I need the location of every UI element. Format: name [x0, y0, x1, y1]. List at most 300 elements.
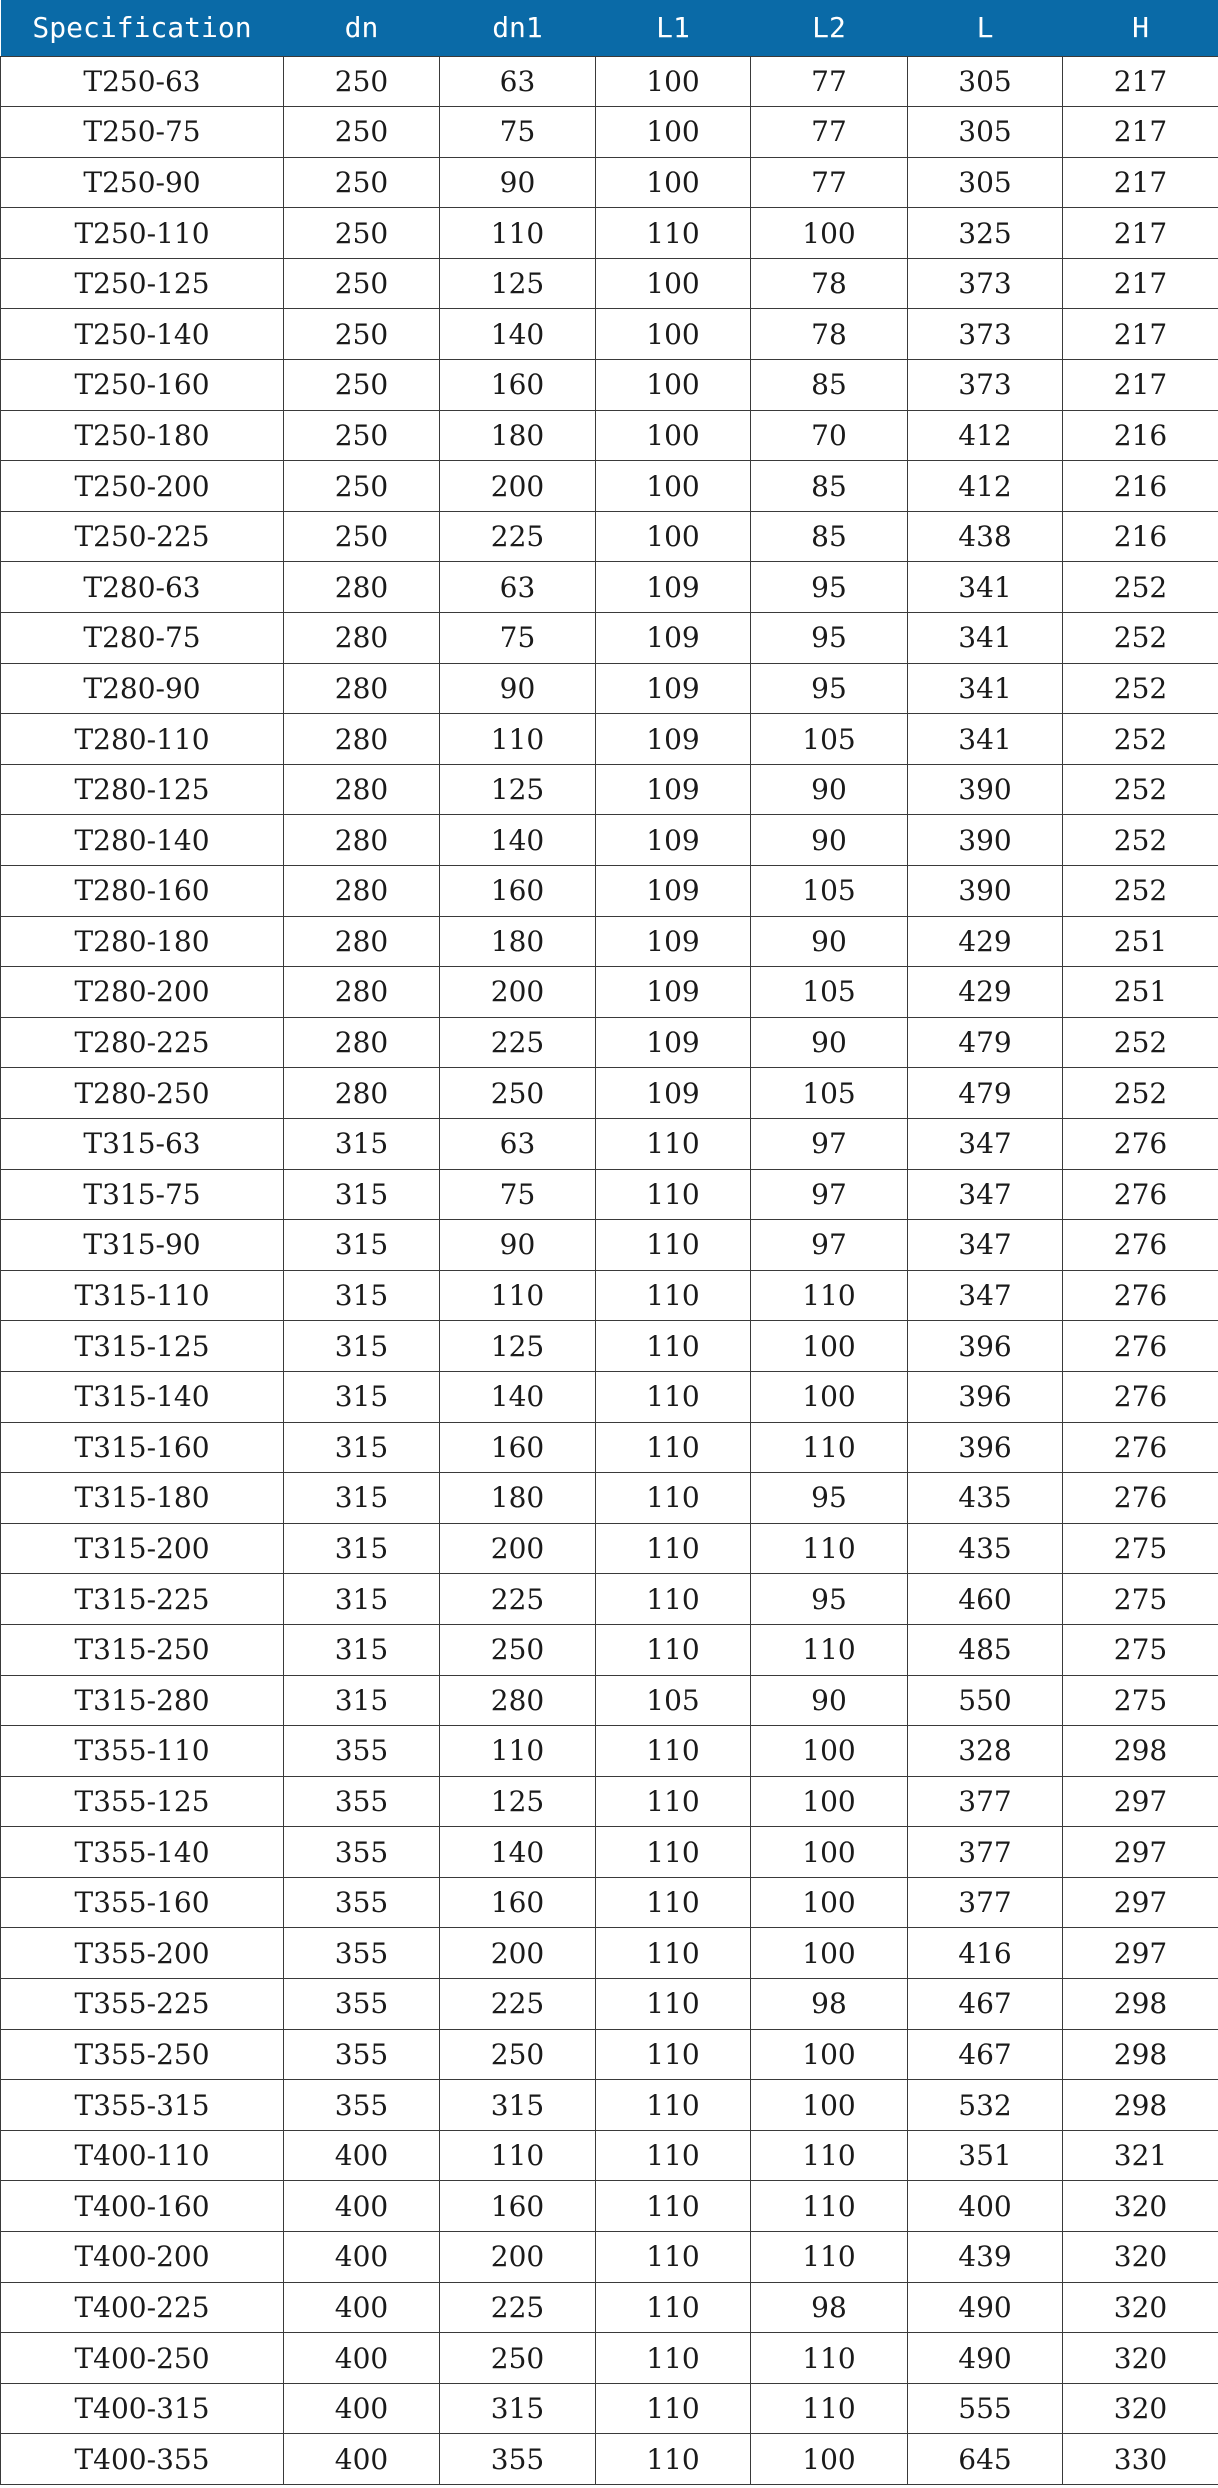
cell-specification: T315-90: [1, 1220, 284, 1271]
cell-dn1: 110: [440, 1270, 596, 1321]
cell-dn: 400: [284, 2232, 440, 2283]
cell-dn1: 160: [440, 866, 596, 917]
cell-l2: 110: [751, 2383, 908, 2434]
cell-dn1: 110: [440, 714, 596, 765]
cell-l1: 110: [596, 1169, 751, 1220]
cell-l2: 90: [751, 764, 908, 815]
cell-h: 217: [1063, 258, 1218, 309]
cell-specification: T355-315: [1, 2080, 284, 2131]
cell-specification: T280-110: [1, 714, 284, 765]
cell-dn: 280: [284, 562, 440, 613]
cell-l1: 100: [596, 107, 751, 158]
cell-l1: 105: [596, 1675, 751, 1726]
table-row: [1, 2181, 1218, 2232]
cell-dn1: 125: [440, 1776, 596, 1827]
cell-l2: 98: [751, 2282, 908, 2333]
cell-l: 390: [908, 815, 1063, 866]
cell-dn: 315: [284, 1624, 440, 1675]
cell-l2: 90: [751, 916, 908, 967]
cell-l: 347: [908, 1220, 1063, 1271]
cell-l2: 100: [751, 1726, 908, 1777]
cell-l2: 105: [751, 714, 908, 765]
cell-h: 276: [1063, 1118, 1218, 1169]
cell-dn: 250: [284, 360, 440, 411]
cell-l: 396: [908, 1422, 1063, 1473]
cell-l: 396: [908, 1371, 1063, 1422]
cell-l1: 110: [596, 2181, 751, 2232]
cell-l: 325: [908, 208, 1063, 259]
cell-l: 429: [908, 916, 1063, 967]
cell-l1: 110: [596, 1321, 751, 1372]
cell-dn1: 180: [440, 916, 596, 967]
cell-l: 416: [908, 1928, 1063, 1979]
cell-h: 275: [1063, 1624, 1218, 1675]
cell-h: 217: [1063, 360, 1218, 411]
cell-dn: 400: [284, 2130, 440, 2181]
table-row: [1, 1523, 1218, 1574]
cell-l1: 109: [596, 1068, 751, 1119]
cell-specification: T250-63: [1, 56, 284, 107]
cell-dn: 315: [284, 1523, 440, 1574]
cell-l: 390: [908, 866, 1063, 917]
cell-l2: 110: [751, 2333, 908, 2384]
cell-dn1: 140: [440, 815, 596, 866]
table-row: [1, 2434, 1218, 2485]
cell-specification: T400-160: [1, 2181, 284, 2232]
cell-l1: 110: [596, 1422, 751, 1473]
cell-l1: 110: [596, 2029, 751, 2080]
cell-h: 275: [1063, 1574, 1218, 1625]
cell-l2: 95: [751, 1574, 908, 1625]
cell-specification: T315-63: [1, 1118, 284, 1169]
cell-specification: T400-225: [1, 2282, 284, 2333]
cell-l: 341: [908, 613, 1063, 664]
cell-h: 217: [1063, 157, 1218, 208]
cell-h: 252: [1063, 764, 1218, 815]
cell-specification: T280-63: [1, 562, 284, 613]
cell-l: 351: [908, 2130, 1063, 2181]
cell-l1: 109: [596, 866, 751, 917]
cell-l: 373: [908, 360, 1063, 411]
cell-h: 251: [1063, 967, 1218, 1018]
cell-dn1: 200: [440, 1928, 596, 1979]
cell-h: 276: [1063, 1169, 1218, 1220]
cell-specification: T280-75: [1, 613, 284, 664]
cell-specification: T250-110: [1, 208, 284, 259]
table-row: [1, 2383, 1218, 2434]
cell-l1: 110: [596, 2383, 751, 2434]
cell-l1: 100: [596, 461, 751, 512]
cell-specification: T280-180: [1, 916, 284, 967]
cell-l2: 90: [751, 1675, 908, 1726]
table-row: [1, 410, 1218, 461]
cell-specification: T315-200: [1, 1523, 284, 1574]
cell-dn1: 125: [440, 258, 596, 309]
cell-h: 297: [1063, 1827, 1218, 1878]
table-row: [1, 1473, 1218, 1524]
cell-l: 400: [908, 2181, 1063, 2232]
cell-l: 396: [908, 1321, 1063, 1372]
cell-h: 217: [1063, 309, 1218, 360]
cell-dn1: 250: [440, 1068, 596, 1119]
table-row: [1, 2232, 1218, 2283]
cell-l2: 100: [751, 2029, 908, 2080]
cell-l2: 100: [751, 1321, 908, 1372]
table-row: [1, 511, 1218, 562]
cell-l2: 100: [751, 1877, 908, 1928]
cell-l1: 100: [596, 258, 751, 309]
cell-dn1: 200: [440, 967, 596, 1018]
header-l: L: [976, 11, 994, 45]
cell-specification: T355-110: [1, 1726, 284, 1777]
cell-dn: 400: [284, 2181, 440, 2232]
cell-l: 305: [908, 157, 1063, 208]
cell-dn1: 180: [440, 410, 596, 461]
cell-l2: 110: [751, 1422, 908, 1473]
cell-l1: 110: [596, 1523, 751, 1574]
cell-h: 252: [1063, 562, 1218, 613]
cell-l1: 110: [596, 1979, 751, 2030]
cell-h: 320: [1063, 2383, 1218, 2434]
cell-l2: 97: [751, 1220, 908, 1271]
cell-l: 377: [908, 1776, 1063, 1827]
cell-h: 252: [1063, 866, 1218, 917]
cell-l1: 110: [596, 1118, 751, 1169]
cell-l2: 98: [751, 1979, 908, 2030]
cell-specification: T400-355: [1, 2434, 284, 2485]
table-row: [1, 107, 1218, 158]
cell-h: 276: [1063, 1371, 1218, 1422]
cell-h: 298: [1063, 2080, 1218, 2131]
cell-dn: 315: [284, 1473, 440, 1524]
table-row: [1, 2029, 1218, 2080]
cell-dn1: 280: [440, 1675, 596, 1726]
cell-l2: 90: [751, 1017, 908, 1068]
cell-dn: 355: [284, 1979, 440, 2030]
cell-dn1: 63: [440, 562, 596, 613]
cell-dn1: 125: [440, 1321, 596, 1372]
cell-l: 479: [908, 1017, 1063, 1068]
cell-l1: 110: [596, 2333, 751, 2384]
cell-h: 252: [1063, 663, 1218, 714]
cell-dn: 355: [284, 1877, 440, 1928]
cell-specification: T315-160: [1, 1422, 284, 1473]
cell-l: 347: [908, 1118, 1063, 1169]
cell-l2: 110: [751, 1270, 908, 1321]
cell-specification: T400-110: [1, 2130, 284, 2181]
cell-dn: 280: [284, 866, 440, 917]
cell-specification: T315-280: [1, 1675, 284, 1726]
cell-l2: 100: [751, 1928, 908, 1979]
table-row: [1, 461, 1218, 512]
cell-l1: 100: [596, 410, 751, 461]
cell-l: 390: [908, 764, 1063, 815]
cell-specification: T250-200: [1, 461, 284, 512]
table-row: [1, 1017, 1218, 1068]
cell-specification: T280-250: [1, 1068, 284, 1119]
cell-dn: 355: [284, 1726, 440, 1777]
table-row: [1, 1928, 1218, 1979]
cell-dn1: 355: [440, 2434, 596, 2485]
cell-dn1: 63: [440, 56, 596, 107]
cell-l2: 85: [751, 461, 908, 512]
table-header: [1, 0, 1218, 56]
cell-l: 460: [908, 1574, 1063, 1625]
cell-dn: 250: [284, 410, 440, 461]
cell-specification: T315-225: [1, 1574, 284, 1625]
table-row: [1, 2333, 1218, 2384]
cell-dn: 355: [284, 2080, 440, 2131]
cell-h: 320: [1063, 2282, 1218, 2333]
cell-specification: T355-125: [1, 1776, 284, 1827]
cell-l1: 109: [596, 1017, 751, 1068]
cell-l2: 78: [751, 258, 908, 309]
cell-dn: 400: [284, 2434, 440, 2485]
cell-l2: 110: [751, 2181, 908, 2232]
table-row: [1, 663, 1218, 714]
cell-h: 252: [1063, 815, 1218, 866]
table-row: [1, 1422, 1218, 1473]
cell-l: 435: [908, 1523, 1063, 1574]
cell-dn: 315: [284, 1422, 440, 1473]
table-row: [1, 2130, 1218, 2181]
cell-specification: T250-125: [1, 258, 284, 309]
cell-specification: T280-200: [1, 967, 284, 1018]
table-row: [1, 1321, 1218, 1372]
cell-l: 645: [908, 2434, 1063, 2485]
cell-l: 412: [908, 461, 1063, 512]
cell-dn: 280: [284, 1068, 440, 1119]
cell-dn: 355: [284, 1776, 440, 1827]
cell-h: 297: [1063, 1776, 1218, 1827]
table-row: [1, 2282, 1218, 2333]
cell-h: 216: [1063, 410, 1218, 461]
table-row: [1, 562, 1218, 613]
cell-specification: T280-140: [1, 815, 284, 866]
cell-l1: 109: [596, 663, 751, 714]
cell-l2: 70: [751, 410, 908, 461]
cell-l1: 109: [596, 815, 751, 866]
cell-l1: 110: [596, 1877, 751, 1928]
cell-h: 252: [1063, 714, 1218, 765]
cell-dn: 315: [284, 1270, 440, 1321]
table-row: [1, 967, 1218, 1018]
cell-specification: T280-90: [1, 663, 284, 714]
cell-l: 328: [908, 1726, 1063, 1777]
cell-dn1: 125: [440, 764, 596, 815]
cell-h: 276: [1063, 1321, 1218, 1372]
cell-dn1: 250: [440, 2029, 596, 2080]
cell-dn: 250: [284, 208, 440, 259]
cell-h: 298: [1063, 2029, 1218, 2080]
cell-l1: 109: [596, 613, 751, 664]
table-row: [1, 764, 1218, 815]
cell-h: 275: [1063, 1523, 1218, 1574]
cell-dn: 280: [284, 764, 440, 815]
cell-dn1: 110: [440, 2130, 596, 2181]
cell-dn: 280: [284, 714, 440, 765]
cell-dn: 315: [284, 1118, 440, 1169]
cell-specification: T400-200: [1, 2232, 284, 2283]
cell-l: 347: [908, 1270, 1063, 1321]
cell-specification: T355-140: [1, 1827, 284, 1878]
header-l2: L2: [812, 11, 846, 45]
cell-l: 347: [908, 1169, 1063, 1220]
cell-dn: 250: [284, 157, 440, 208]
cell-l: 555: [908, 2383, 1063, 2434]
cell-l1: 109: [596, 967, 751, 1018]
cell-l: 377: [908, 1877, 1063, 1928]
cell-l2: 78: [751, 309, 908, 360]
cell-specification: T250-140: [1, 309, 284, 360]
cell-dn1: 160: [440, 2181, 596, 2232]
cell-dn: 355: [284, 1827, 440, 1878]
table-row: [1, 157, 1218, 208]
cell-l: 373: [908, 258, 1063, 309]
table-row: [1, 916, 1218, 967]
cell-h: 320: [1063, 2333, 1218, 2384]
cell-l1: 110: [596, 2130, 751, 2181]
cell-l2: 100: [751, 2080, 908, 2131]
cell-h: 276: [1063, 1270, 1218, 1321]
cell-l: 305: [908, 107, 1063, 158]
cell-dn1: 250: [440, 2333, 596, 2384]
cell-dn: 280: [284, 1017, 440, 1068]
cell-h: 276: [1063, 1220, 1218, 1271]
cell-l1: 110: [596, 1776, 751, 1827]
cell-specification: T315-140: [1, 1371, 284, 1422]
table-row: [1, 208, 1218, 259]
cell-dn: 280: [284, 613, 440, 664]
cell-dn1: 110: [440, 1726, 596, 1777]
cell-specification: T250-225: [1, 511, 284, 562]
cell-l1: 110: [596, 2434, 751, 2485]
cell-l1: 109: [596, 714, 751, 765]
cell-h: 298: [1063, 1979, 1218, 2030]
cell-dn1: 140: [440, 1827, 596, 1878]
cell-specification: T355-160: [1, 1877, 284, 1928]
table-row: [1, 1877, 1218, 1928]
cell-specification: T355-200: [1, 1928, 284, 1979]
cell-dn1: 75: [440, 613, 596, 664]
cell-dn: 280: [284, 663, 440, 714]
cell-h: 252: [1063, 613, 1218, 664]
cell-dn1: 225: [440, 511, 596, 562]
table-row: [1, 1574, 1218, 1625]
cell-specification: T315-250: [1, 1624, 284, 1675]
cell-specification: T400-315: [1, 2383, 284, 2434]
cell-dn: 355: [284, 2029, 440, 2080]
cell-h: 217: [1063, 56, 1218, 107]
cell-specification: T315-125: [1, 1321, 284, 1372]
table-row: [1, 1220, 1218, 1271]
cell-l1: 110: [596, 1371, 751, 1422]
cell-l: 435: [908, 1473, 1063, 1524]
cell-l1: 110: [596, 1624, 751, 1675]
cell-l1: 110: [596, 1928, 751, 1979]
cell-l1: 100: [596, 360, 751, 411]
cell-dn1: 225: [440, 1017, 596, 1068]
cell-h: 217: [1063, 208, 1218, 259]
cell-l1: 109: [596, 764, 751, 815]
table-row: [1, 309, 1218, 360]
cell-dn: 280: [284, 916, 440, 967]
cell-h: 216: [1063, 461, 1218, 512]
cell-dn1: 140: [440, 309, 596, 360]
cell-l1: 100: [596, 511, 751, 562]
cell-l1: 100: [596, 157, 751, 208]
cell-dn1: 200: [440, 1523, 596, 1574]
cell-l: 479: [908, 1068, 1063, 1119]
cell-dn: 400: [284, 2383, 440, 2434]
cell-l: 305: [908, 56, 1063, 107]
cell-specification: T250-75: [1, 107, 284, 158]
cell-dn: 315: [284, 1371, 440, 1422]
cell-l1: 110: [596, 208, 751, 259]
cell-l: 438: [908, 511, 1063, 562]
cell-specification: T315-75: [1, 1169, 284, 1220]
table-row: [1, 1118, 1218, 1169]
cell-l2: 105: [751, 866, 908, 917]
cell-l: 485: [908, 1624, 1063, 1675]
cell-dn1: 200: [440, 461, 596, 512]
cell-l2: 90: [751, 815, 908, 866]
table-row: [1, 1675, 1218, 1726]
header-row: [1, 0, 1218, 56]
cell-dn1: 315: [440, 2080, 596, 2131]
cell-dn1: 90: [440, 1220, 596, 1271]
cell-h: 275: [1063, 1675, 1218, 1726]
cell-dn: 355: [284, 1928, 440, 1979]
cell-dn: 400: [284, 2282, 440, 2333]
cell-h: 321: [1063, 2130, 1218, 2181]
cell-l: 341: [908, 562, 1063, 613]
cell-l: 467: [908, 1979, 1063, 2030]
cell-l1: 110: [596, 1473, 751, 1524]
cell-l2: 97: [751, 1169, 908, 1220]
cell-l: 490: [908, 2282, 1063, 2333]
cell-dn1: 200: [440, 2232, 596, 2283]
cell-specification: T280-160: [1, 866, 284, 917]
cell-dn1: 225: [440, 2282, 596, 2333]
cell-dn1: 90: [440, 157, 596, 208]
cell-l: 532: [908, 2080, 1063, 2131]
cell-l: 341: [908, 663, 1063, 714]
cell-l2: 77: [751, 56, 908, 107]
cell-l: 490: [908, 2333, 1063, 2384]
cell-h: 297: [1063, 1877, 1218, 1928]
table-row: [1, 1979, 1218, 2030]
cell-l: 439: [908, 2232, 1063, 2283]
table-row: [1, 1624, 1218, 1675]
cell-l1: 110: [596, 1574, 751, 1625]
cell-dn: 315: [284, 1675, 440, 1726]
cell-l: 373: [908, 309, 1063, 360]
cell-dn: 250: [284, 511, 440, 562]
cell-h: 330: [1063, 2434, 1218, 2485]
table-row: [1, 815, 1218, 866]
cell-dn1: 250: [440, 1624, 596, 1675]
cell-dn1: 225: [440, 1979, 596, 2030]
cell-l1: 110: [596, 1270, 751, 1321]
cell-l2: 100: [751, 1371, 908, 1422]
cell-dn: 250: [284, 56, 440, 107]
table-row: [1, 2080, 1218, 2131]
cell-l2: 105: [751, 967, 908, 1018]
table-row: [1, 56, 1218, 107]
cell-h: 298: [1063, 1726, 1218, 1777]
header-specification: Specification: [32, 11, 252, 45]
